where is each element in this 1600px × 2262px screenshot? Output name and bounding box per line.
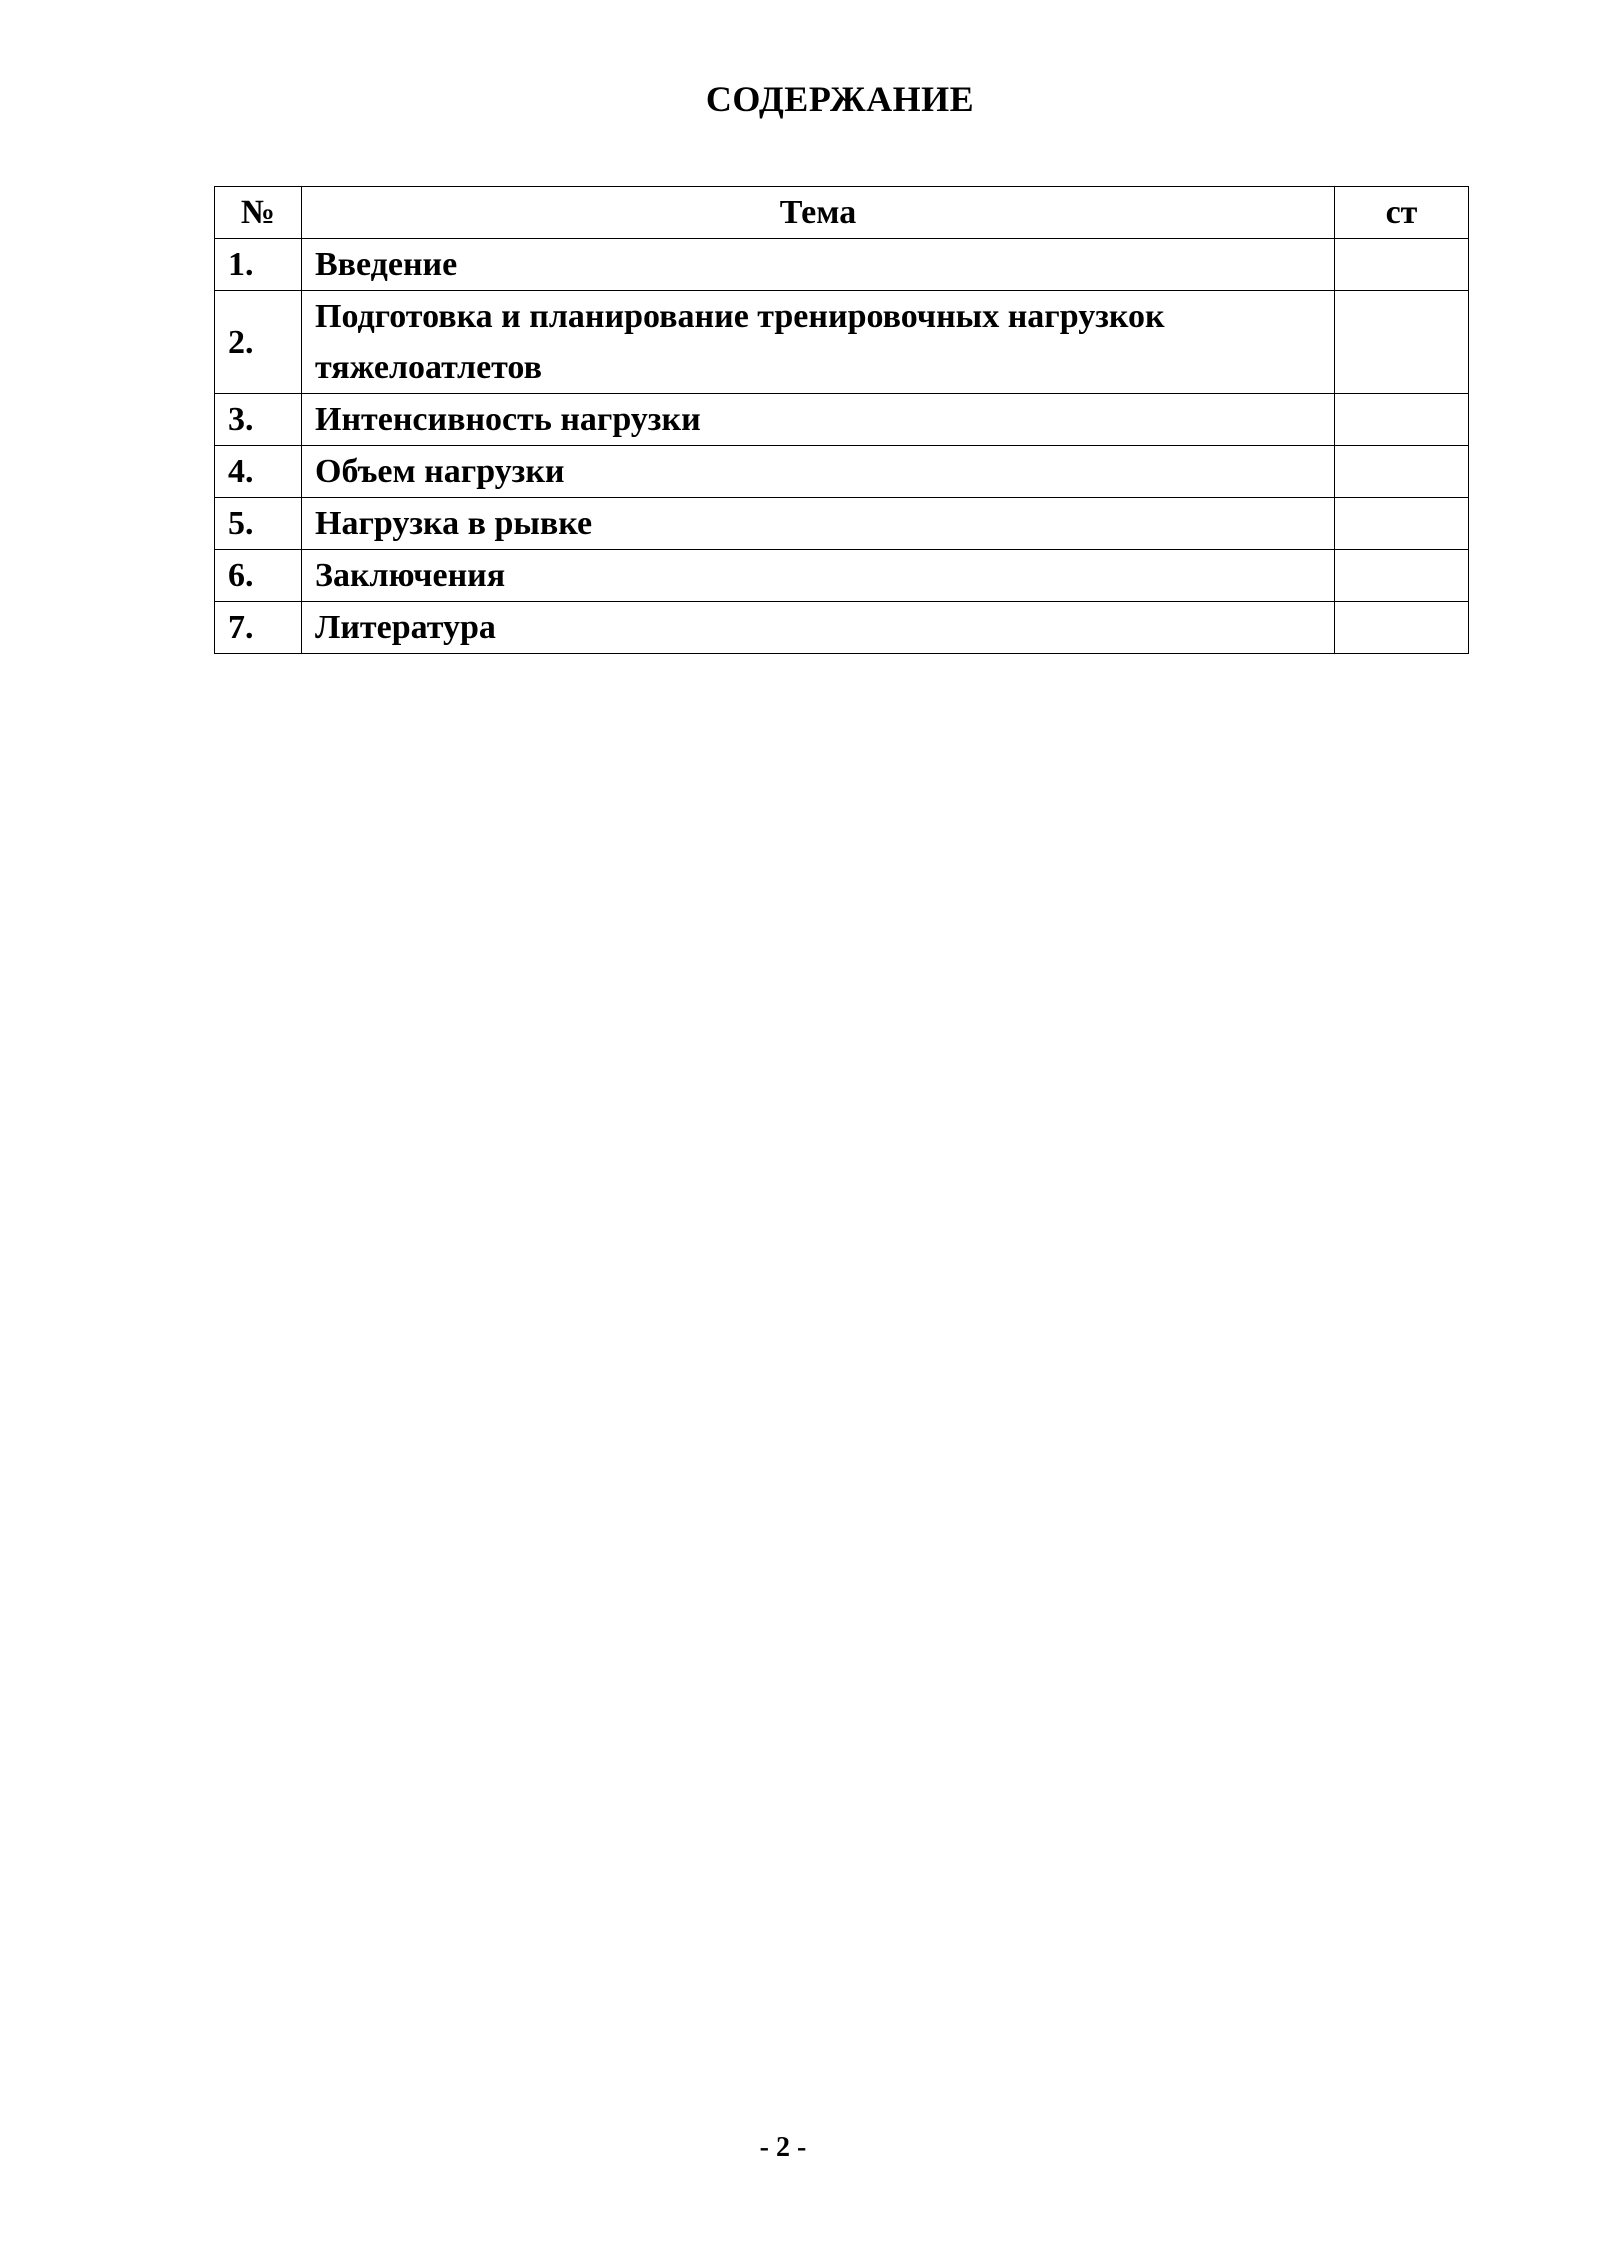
table-row (215, 550, 1469, 602)
column-header-topic: Тема (302, 187, 1335, 239)
row-number: 1. (215, 239, 302, 291)
row-page (1335, 498, 1469, 550)
table-row (215, 394, 1469, 446)
page-title: СОДЕРЖАНИЕ (705, 79, 975, 119)
row-page (1335, 602, 1469, 654)
table-header-row (215, 187, 1469, 239)
column-header-number: № (215, 187, 302, 239)
table-row (215, 239, 1469, 291)
table-row (215, 446, 1469, 498)
page-number: - 2 - (759, 2132, 807, 2163)
row-number: 6. (215, 550, 302, 602)
row-number: 4. (215, 446, 302, 498)
row-topic: Объем нагрузки (302, 446, 1335, 498)
row-number: 3. (215, 394, 302, 446)
row-page (1335, 550, 1469, 602)
column-header-page: ст (1335, 187, 1469, 239)
row-topic: Введение (302, 239, 1335, 291)
row-page (1335, 446, 1469, 498)
row-number: 7. (215, 602, 302, 654)
row-topic: Подготовка и планирование тренировочных нагрузкок тяжелоатлетов (302, 291, 1335, 394)
table-row (215, 602, 1469, 654)
row-topic: Заключения (302, 550, 1335, 602)
row-topic: Литература (302, 602, 1335, 654)
row-number: 2. (215, 291, 302, 394)
row-page (1335, 239, 1469, 291)
row-topic: Интенсивность нагрузки (302, 394, 1335, 446)
row-page (1335, 291, 1469, 394)
row-topic: Нагрузка в рывке (302, 498, 1335, 550)
row-page (1335, 394, 1469, 446)
table-row (215, 291, 1469, 394)
row-number: 5. (215, 498, 302, 550)
contents-table (214, 186, 1469, 654)
table-row (215, 498, 1469, 550)
